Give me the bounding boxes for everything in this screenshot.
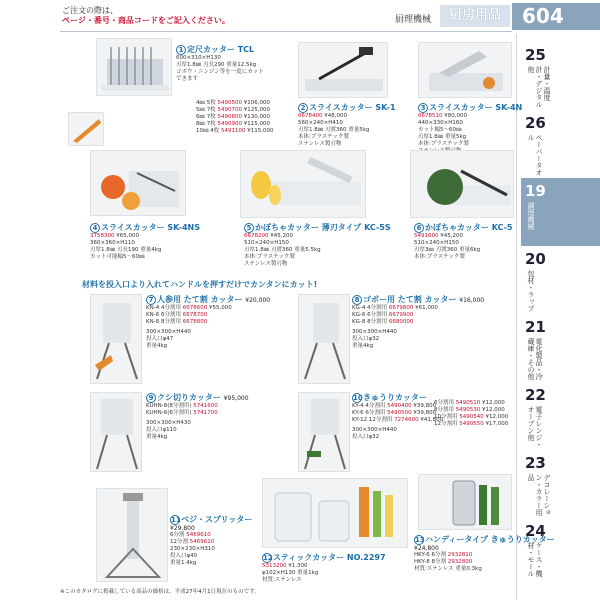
product-name: 定尺カッター TCL <box>187 45 255 54</box>
row-code: 3758300 <box>90 233 115 239</box>
row-code: 5490500 <box>217 100 242 106</box>
price-row <box>298 113 398 120</box>
product-spec: 510×240×H150 刃厚3㎜ 刃渡360 重量6kg 本体:プラスチック製 <box>414 240 481 260</box>
tab-number: 24 <box>525 522 546 540</box>
product-title <box>170 514 258 525</box>
product-title <box>352 392 432 403</box>
section-banner: 材料を投入口より入れてハンドルを押すだけでカンタンにカット! <box>82 280 318 289</box>
product-title <box>176 44 266 55</box>
tab-label: 計量・温度計・デジタル他 <box>527 66 551 108</box>
row-label: KN-8 8分割用 <box>146 319 181 325</box>
veg-splitter-image <box>96 488 168 582</box>
price-row <box>352 305 512 312</box>
row-code: 7274600 <box>394 417 419 423</box>
product-number: 12 <box>263 554 273 562</box>
row-label: KG-6 6分割用 <box>352 312 388 318</box>
category-label: 厨理機械 <box>395 15 432 25</box>
product-title <box>90 222 208 233</box>
row-label: KN-6 6分割用 <box>146 312 181 318</box>
sk4ns-cutter-image <box>90 150 186 216</box>
price-row <box>196 107 276 114</box>
product-spec: 230×230×H310 投入口φ40 重量1.4kg <box>170 546 215 566</box>
row-label: HKY-6 6分割 <box>414 552 446 558</box>
row-label: 6分割用 <box>434 400 454 406</box>
price-row <box>434 414 514 421</box>
row-code: 2932800 <box>447 559 473 565</box>
price-row <box>352 403 437 410</box>
sidebar-tab-21[interactable] <box>521 314 600 382</box>
product-name: スライスカッター SK-4N <box>429 103 523 112</box>
price-row <box>352 417 444 424</box>
row-code: 5741600 <box>193 403 218 409</box>
tab-label: 電化製品・冷蔵庫・その他 <box>527 338 543 380</box>
tcl-price-table <box>196 100 276 135</box>
tab-number: 22 <box>525 386 546 404</box>
product-spec: 300×300×H430 投入口φ110 重量4kg <box>146 420 191 440</box>
price-row <box>196 100 276 107</box>
burdock-splitter-image <box>298 294 350 384</box>
price-row <box>414 233 514 240</box>
kc5s-cutter-image <box>240 150 366 218</box>
row-label: KUHN-6(6分割用) <box>146 410 192 416</box>
product-title <box>146 392 276 403</box>
row-label: 10分割用 <box>434 414 458 420</box>
carrot-splitter-image <box>90 294 142 384</box>
sidebar-tab-24[interactable] <box>521 518 600 586</box>
product-number: 3 <box>418 103 428 113</box>
row-price: ¥12,000 <box>482 407 505 413</box>
product-name: スティックカッター NO.2297 <box>273 553 386 562</box>
product-tcl <box>176 44 266 83</box>
order-notice <box>62 6 230 26</box>
price-row <box>146 305 276 312</box>
row-code: 6678200 <box>244 233 269 239</box>
row-code: 6678600 <box>182 305 208 311</box>
row-price: ¥12,000 <box>485 414 509 420</box>
tab-number: 20 <box>525 250 546 268</box>
product-number: 9 <box>146 393 156 403</box>
carrot-image <box>68 112 104 146</box>
tab-number: 25 <box>525 46 546 64</box>
product-name: かぼちゃカッター KC-5 <box>425 223 513 232</box>
row-price: ¥39,800 <box>413 410 437 416</box>
row-label: 8㎜ 7枚 <box>196 121 216 127</box>
price-row <box>434 421 514 428</box>
page-footer: ※このカタログに掲載している商品の価格は、平成27年4月1日現在のものです。 <box>60 589 260 595</box>
tab-number: 21 <box>525 318 546 336</box>
price-row <box>146 403 276 410</box>
product-sk1 <box>298 102 398 148</box>
row-label: 12分割 <box>170 539 188 545</box>
product-number: 7 <box>146 295 156 305</box>
row-code: 6678400 <box>298 113 323 119</box>
product-spec: 600×310×H130 刃厚1.8㎜ 刃長290 重量12.5kg ゴボウ・ニンジン等を一度にカットできます <box>176 55 264 82</box>
product-name: きゅうりカッター <box>363 393 427 402</box>
product-spec: 440×330×H160 カット幅5〜60㎜ 刃厚1.8㎜ 重量5kg 本体:プラスチック製 <box>418 120 469 147</box>
product-title <box>414 534 555 545</box>
row-code: 5490400 <box>387 403 412 409</box>
row-code: 5490550 <box>459 421 484 427</box>
product-spec: 300×300×H440 投入口φ47 重量4kg <box>146 329 191 349</box>
price-row <box>434 407 514 414</box>
product-number: 2 <box>298 103 308 113</box>
row-label: KN-4 4分割用 <box>146 305 181 311</box>
row-label: 8分割用 <box>434 407 454 413</box>
price-row <box>414 559 514 566</box>
row-price: ¥125,000 <box>243 107 270 113</box>
sidebar-tab-19[interactable] <box>521 178 600 246</box>
price-row <box>244 233 372 240</box>
section-index-sidebar <box>516 34 600 600</box>
price-row <box>146 319 276 326</box>
row-label: HKY-8 8分割 <box>414 559 446 565</box>
main-price: ¥29,800 <box>170 525 195 532</box>
sidebar-tab-25[interactable] <box>521 42 600 110</box>
product-title <box>418 102 523 113</box>
stick-cutter-image <box>262 478 408 548</box>
header-divider <box>60 31 512 32</box>
product-spec: 300×300×H440 投入口φ32 <box>352 427 397 440</box>
product-kc5 <box>414 222 514 261</box>
row-code: 6678800 <box>182 319 208 325</box>
product-number: 1 <box>176 45 186 55</box>
row-code: 5741700 <box>193 410 218 416</box>
row-code: 6679800 <box>388 305 414 311</box>
row-code: 5469620 <box>189 539 215 545</box>
product-title <box>414 222 514 233</box>
product-number: 13 <box>415 536 425 544</box>
row-code: 5469610 <box>186 532 211 538</box>
row-label: 10㎜ 4枚 <box>196 128 220 134</box>
price-row <box>170 539 258 546</box>
row-price: ¥65,000 <box>116 233 139 239</box>
cucumber-blade-table <box>434 400 514 428</box>
row-price: ¥12,000 <box>482 400 505 406</box>
row-label: 4㎜ 5枚 <box>196 100 216 106</box>
product-name: スライスカッター SK-4NS <box>101 223 200 232</box>
kc5-cutter-image <box>410 150 514 218</box>
row-price: ¥1,300 <box>288 563 308 569</box>
product-title <box>244 222 391 233</box>
row-price: ¥115,000 <box>247 128 274 134</box>
tab-label: ケース・機材・モール <box>527 542 543 577</box>
product-spec: 360×360×H110 刃厚1.8㎜ 刃長190 重量4kg カット可能幅5〜60㎜ <box>90 240 162 260</box>
product-name: ベジ・スプリッター <box>181 515 253 524</box>
cucumber-cutter-image <box>298 392 350 472</box>
sk1-cutter-image <box>298 42 388 98</box>
page-number: 604 <box>512 3 600 30</box>
row-code: 5490800 <box>217 114 242 120</box>
price-row <box>196 121 276 128</box>
row-code: 5490540 <box>459 414 484 420</box>
product-kc5s <box>244 222 391 268</box>
product-name: クシ切りカッター <box>157 393 221 402</box>
row-code: 5490900 <box>217 121 242 127</box>
price-row <box>418 113 514 120</box>
product-name: 人参用 たて割 カッター <box>157 295 243 304</box>
tab-number: 26 <box>525 114 546 132</box>
product-stick-cutter <box>262 552 412 584</box>
product-sk4ns <box>90 222 208 261</box>
sk4n-cutter-image <box>418 42 512 98</box>
product-name: かぼちゃカッター 薄刃タイプ KC-5S <box>255 223 391 232</box>
row-price: ¥55,000 <box>208 305 232 311</box>
price-row <box>352 410 437 417</box>
row-label: 6分割 <box>170 532 185 538</box>
row-label: 5㎜ 7枚 <box>196 107 216 113</box>
price-row <box>434 400 514 407</box>
product-title <box>146 294 276 305</box>
main-price: ¥16,000 <box>459 297 485 304</box>
main-price: ¥20,000 <box>245 297 271 304</box>
product-number: 11 <box>171 516 181 524</box>
row-label: KY-4 4分割用 <box>352 403 386 409</box>
row-price: ¥106,000 <box>243 100 270 106</box>
product-number: 10 <box>353 394 363 402</box>
row-code: 5491100 <box>221 128 246 134</box>
row-label: 12分割用 <box>434 421 458 427</box>
sidebar-tab-23[interactable] <box>521 450 600 518</box>
row-code: 5490700 <box>217 107 242 113</box>
row-code: 2932810 <box>447 552 473 558</box>
price-row <box>146 312 276 319</box>
row-label: KUHN-8(8分割用) <box>146 403 192 409</box>
price-row <box>352 319 512 326</box>
product-spec: 300×300×H440 投入口φ32 重量4kg <box>352 329 397 349</box>
tab-label: 包材・ラップ <box>527 270 535 312</box>
row-code: 5490510 <box>455 400 481 406</box>
row-price: ¥17,000 <box>485 421 509 427</box>
handy-cucumber-cutter-image <box>418 474 512 530</box>
row-label: KY-6 6分割用 <box>352 410 386 416</box>
row-label: KG-4 4分割用 <box>352 305 388 311</box>
price-row <box>196 114 276 121</box>
price-row <box>146 410 276 417</box>
row-price: ¥61,000 <box>415 305 438 311</box>
price-row <box>170 532 258 539</box>
row-price: ¥45,200 <box>440 233 463 239</box>
row-code: 5313200 <box>262 563 287 569</box>
row-price: ¥45,200 <box>270 233 293 239</box>
row-price: ¥115,000 <box>243 121 270 127</box>
sidebar-tab-22[interactable] <box>521 382 600 450</box>
product-spec: 510×240×H150 刃厚1.8㎜ 刃渡360 重量5.5kg 本体:プラスチック製 ステンレス製刃物 <box>244 240 321 267</box>
row-price: ¥48,000 <box>324 113 347 119</box>
product-burdock-splitter <box>352 294 512 350</box>
main-price: ¥24,800 <box>414 545 439 552</box>
price-row <box>90 233 208 240</box>
row-code: 5490530 <box>455 407 481 413</box>
product-spec: 材質:ステンレス 重量0.3kg <box>414 566 482 572</box>
row-label: 6㎜ 7枚 <box>196 114 216 120</box>
sidebar-tab-26[interactable] <box>521 110 600 178</box>
row-price: ¥80,000 <box>444 113 467 119</box>
notice-line2: ページ・番号・商品コードをご記入ください。 <box>62 16 230 25</box>
row-label: KG-8 8分割用 <box>352 319 388 325</box>
price-row <box>352 312 512 319</box>
product-number: 5 <box>244 223 254 233</box>
tab-label: ペーパータオル <box>527 134 543 176</box>
sidebar-tab-20[interactable] <box>521 246 600 314</box>
row-code: 6680000 <box>388 319 414 325</box>
product-title <box>262 552 412 563</box>
price-row <box>262 563 412 570</box>
tab-number: 23 <box>525 454 546 472</box>
product-number: 8 <box>352 295 362 305</box>
product-number: 4 <box>90 223 100 233</box>
product-sk4n <box>418 102 523 155</box>
page-header <box>0 0 600 34</box>
row-code: 5491600 <box>414 233 439 239</box>
product-veg-splitter <box>170 514 258 567</box>
row-code: 6678510 <box>418 113 443 119</box>
tab-label: デコレーション・カラー用品 <box>527 474 551 516</box>
tab-number: 19 <box>525 182 546 200</box>
product-wedge-cutter <box>146 392 276 441</box>
row-code: 5490500 <box>387 410 412 416</box>
row-price: ¥41,800 <box>420 417 444 423</box>
row-price: ¥130,000 <box>243 114 270 120</box>
product-title <box>298 102 398 113</box>
product-name: スライスカッター SK-1 <box>309 103 396 112</box>
tab-label: 調理機械 <box>527 202 535 230</box>
product-spec: φ102×H130 重量1kg 材質:ステンレス <box>262 570 319 583</box>
product-carrot-splitter <box>146 294 276 350</box>
row-label: KY-12 12分割用 <box>352 417 393 423</box>
brand-label: 厨房用品 <box>440 5 510 27</box>
row-price: ¥39,800 <box>413 403 437 409</box>
product-number: 6 <box>414 223 424 233</box>
tab-label: 電子レンジ・オーブン他 <box>527 406 543 448</box>
product-title <box>352 294 512 305</box>
notice-line1: ご注文の際は、 <box>62 6 118 15</box>
row-code: 6679900 <box>388 312 414 318</box>
row-code: 6678700 <box>182 312 208 318</box>
tcl-cutter-image <box>96 38 172 96</box>
main-price: ¥95,000 <box>223 395 249 402</box>
product-name: ハンディータイプ きゅうりカッター <box>425 535 555 544</box>
price-row <box>196 128 276 135</box>
product-spec: 560×240×H410 刃厚1.8㎜ 刃渡360 重量5kg 本体:プラスチック製 ステンレス製刃物 <box>298 120 370 147</box>
price-row <box>414 552 514 559</box>
wedge-cutter-image <box>90 392 142 472</box>
product-name: ゴボー用 たて割 カッター <box>363 295 457 304</box>
